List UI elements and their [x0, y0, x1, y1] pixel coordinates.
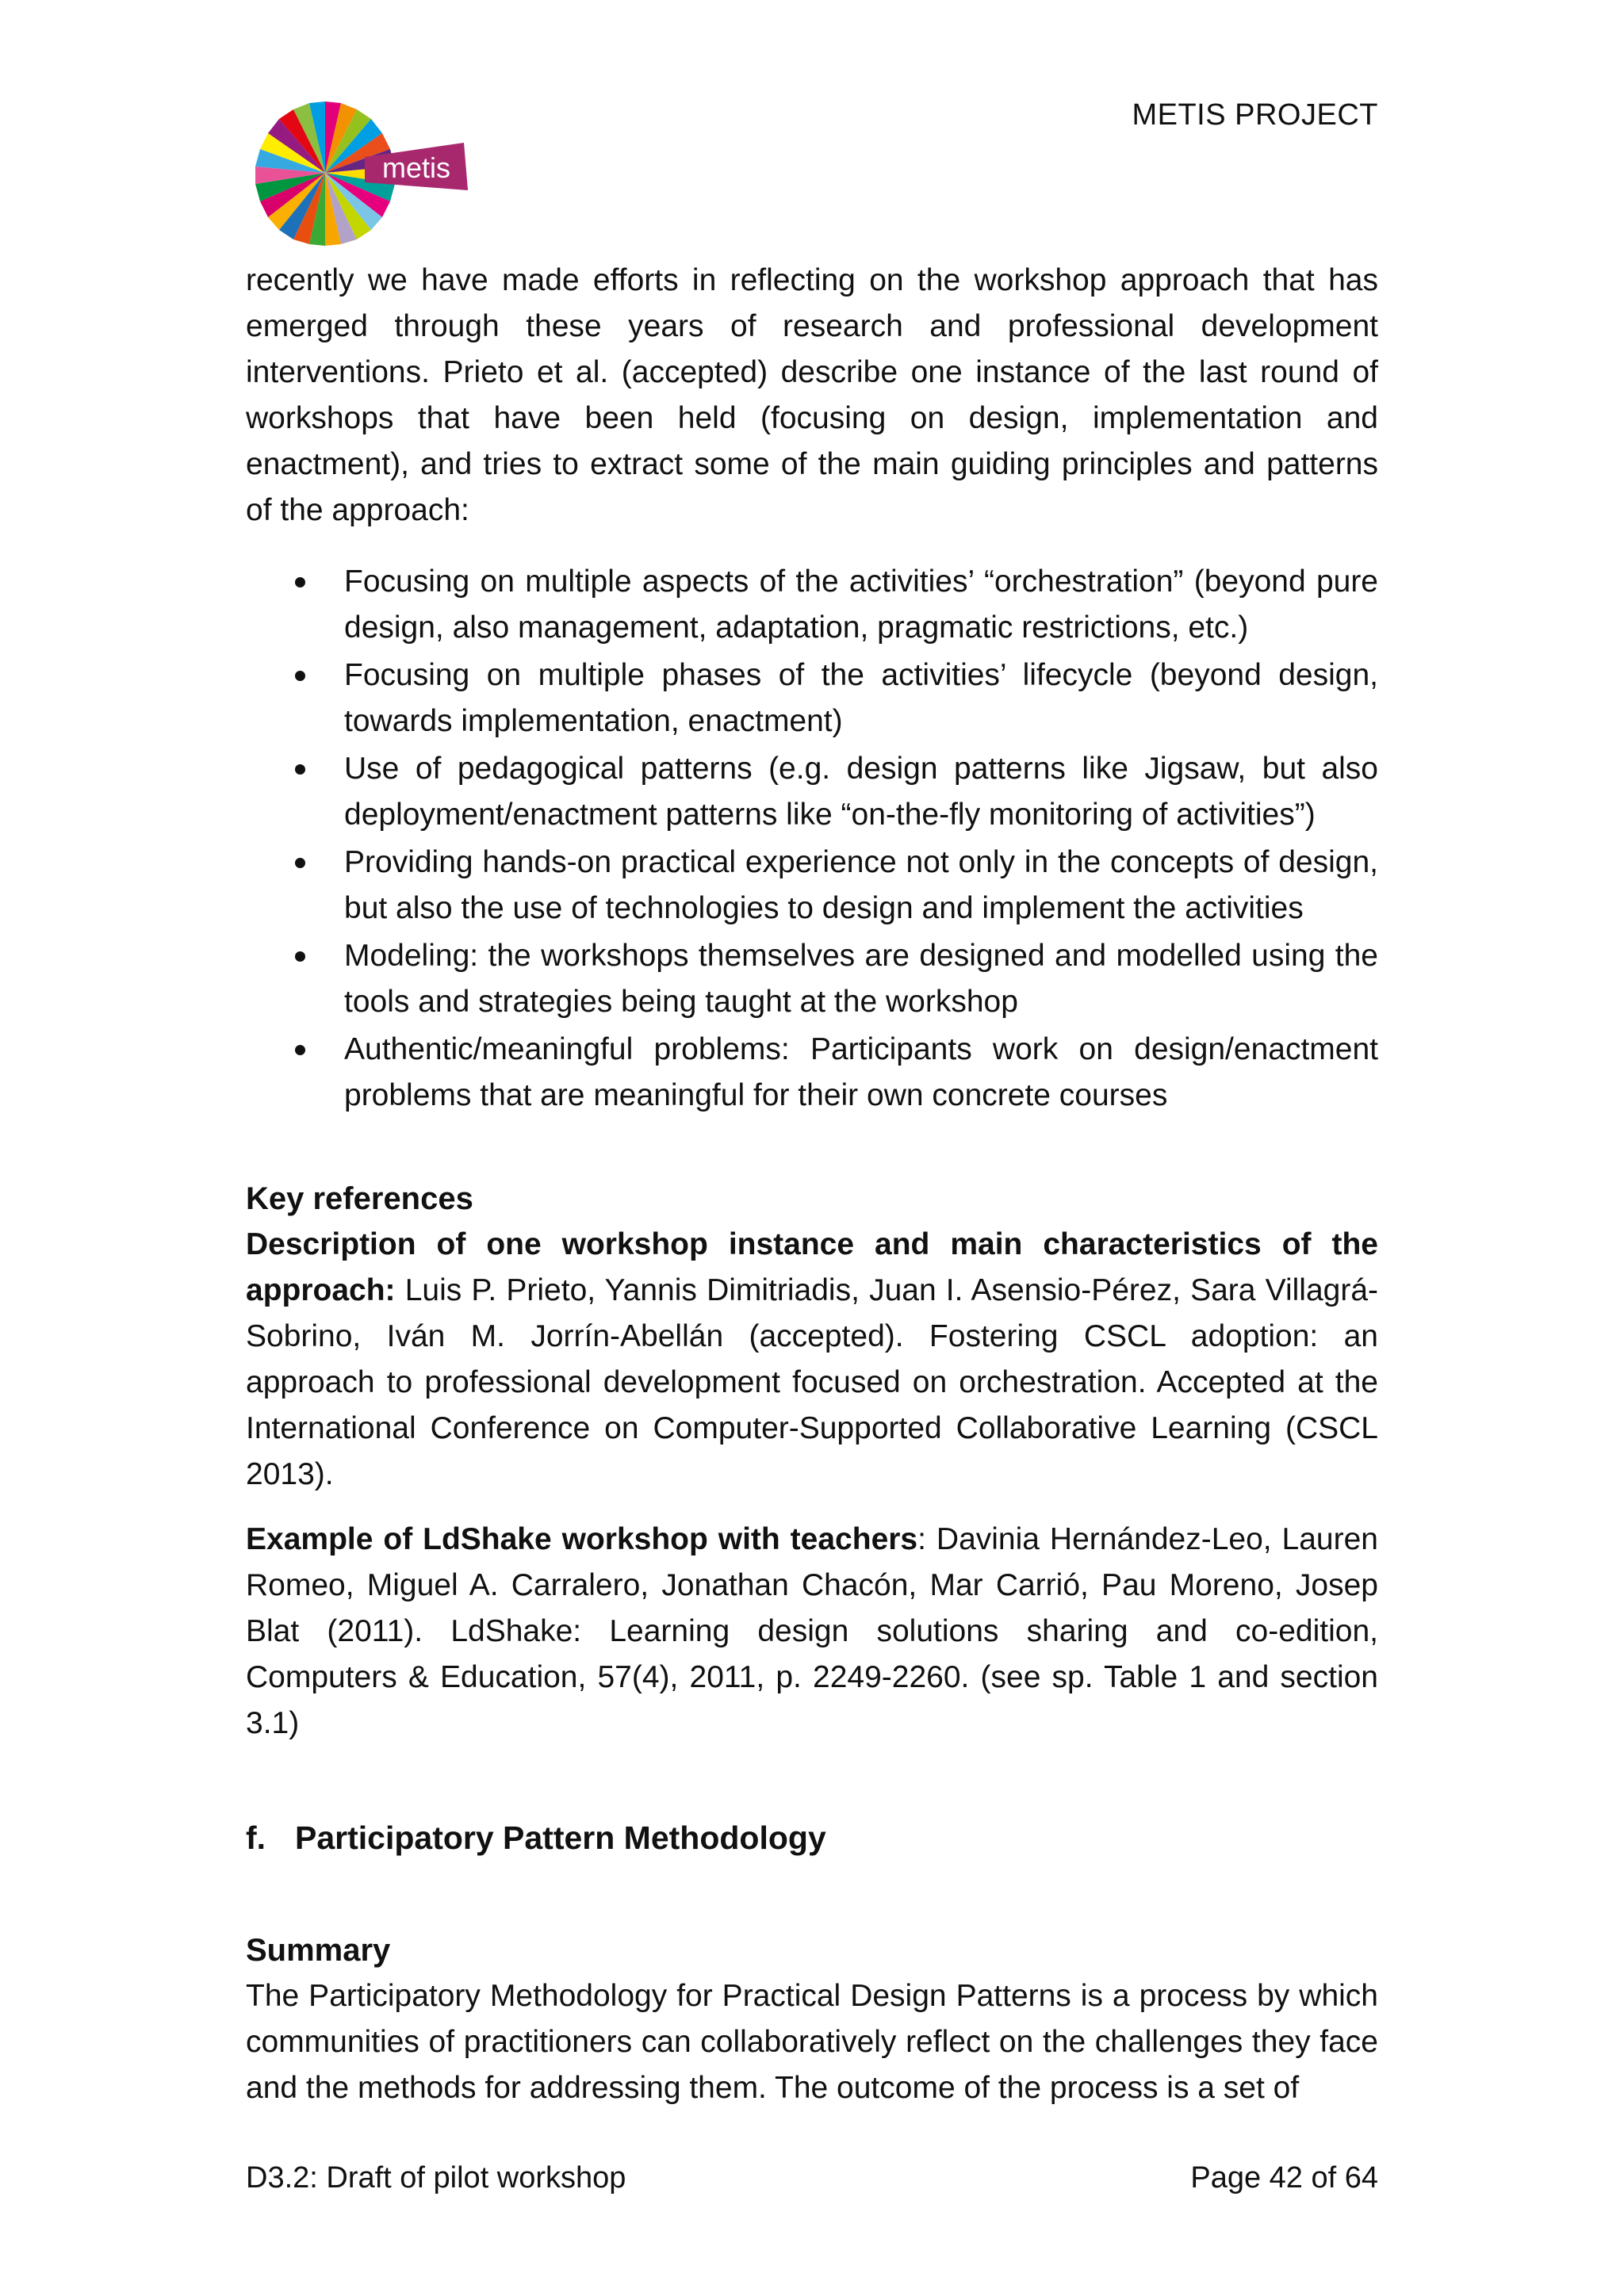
bullet-icon	[295, 951, 305, 962]
bullet-icon	[295, 577, 305, 587]
header-project-name: METIS PROJECT	[1132, 98, 1378, 132]
reference-2-label: Example of LdShake workshop with teachers	[246, 1522, 918, 1556]
key-references-heading: Key references	[246, 1181, 473, 1216]
footer-page-number: Page 42 of 64	[1190, 2161, 1378, 2195]
footer-document-title: D3.2: Draft of pilot workshop	[246, 2161, 626, 2195]
list-item: Use of pedagogical patterns (e.g. design patterns like Jigsaw, but also deployment/enactment patterns like “on-the-fly monitoring of activities”)	[246, 746, 1378, 838]
list-item: Modeling: the workshops themselves are designed and modelled using the tools and strategies being taught at the workshop	[246, 933, 1378, 1025]
bullet-icon	[295, 858, 305, 868]
list-item: Focusing on multiple aspects of the activities’ “orchestration” (beyond pure design, also management, adaptation, pragmatic restrictions, etc.)	[246, 559, 1378, 651]
list-item: Authentic/meaningful problems: Participants work on design/enactment problems that are meaningful for their own concrete courses	[246, 1027, 1378, 1119]
section-title: Participatory Pattern Methodology	[295, 1820, 826, 1856]
reference-1-text: Luis P. Prieto, Yannis Dimitriadis, Juan I. Asensio-Pérez, Sara Villagrá-Sobrino, Iván M. Jorrín-Abellán (accepted). Fostering CSCL adoption: an approach to professional development focused on orchestration. Accepted at the International Conference on Computer-Supported Collaborative Learning (CSCL 2013).	[246, 1273, 1378, 1491]
section-heading	[246, 1815, 1378, 1861]
reference-2	[246, 1517, 1378, 1747]
page-content	[246, 258, 1378, 2111]
bullet-icon	[295, 1045, 305, 1055]
bullet-icon	[295, 671, 305, 681]
section-number: f.	[246, 1820, 266, 1856]
reference-2-text: : Davinia Hernández-Leo, Lauren Romeo, Miguel A. Carralero, Jonathan Chacón, Mar Carrió, Pau Moreno, Josep Blat (2011). LdShake: Learning design solutions sharing and co-edition, Computers & Education, 57(4), 2011, p. 2249-2260. (see sp. Table 1 and section 3.1)	[246, 1522, 1378, 1740]
list-item: Providing hands-on practical experience not only in the concepts of design, but also the use of technologies to design and implement the activities	[246, 840, 1378, 932]
summary-paragraph: The Participatory Methodology for Practical Design Patterns is a process by which communities of practitioners can collaboratively reflect on the challenges they face and the methods for addressing them. The outcome of the process is a set of	[246, 1979, 1378, 2105]
reference-1-label: Description of one workshop instance and main characteristics of the approach:	[246, 1227, 1378, 1307]
reference-1	[246, 1222, 1378, 1498]
summary-heading: Summary	[246, 1933, 391, 1968]
list-item: Focusing on multiple phases of the activities’ lifecycle (beyond design, towards implementation, enactment)	[246, 652, 1378, 744]
metis-logo	[246, 94, 476, 260]
bullet-icon	[295, 764, 305, 775]
bullet-list	[246, 559, 1378, 1119]
logo-text: metis	[382, 151, 451, 184]
intro-paragraph: recently we have made efforts in reflecting on the workshop approach that has emerged through these years of research and professional development interventions. Prieto et al. (accepted) describe one instance of the last round of workshops that have been held (focusing on design, implementation and enactment), and tries to extract some of the main guiding principles and patterns of the approach:	[246, 263, 1378, 527]
